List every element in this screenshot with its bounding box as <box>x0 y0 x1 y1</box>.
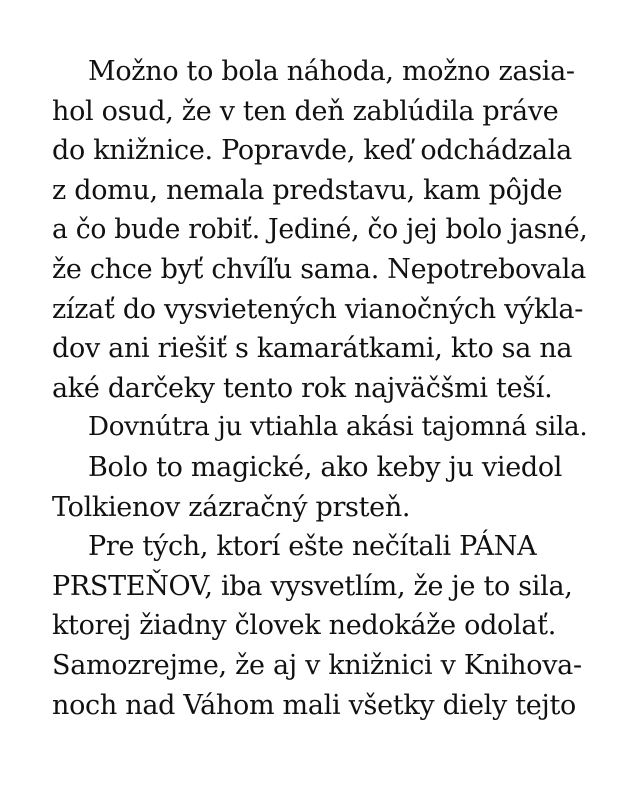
text-line: dov ani riešiť s kamarátkami, kto sa na <box>52 333 573 365</box>
text-line: Dovnútra ju vtiahla akási tajomná sila. <box>88 412 588 443</box>
text-line: PRSTEŇOV, iba vysvetlím, že je to sila, <box>52 570 573 602</box>
text-line: zízať do vysvietených vianočných výkla- <box>52 293 584 325</box>
text-line: Bolo to magické, ako keby ju viedol <box>88 451 563 483</box>
text-line: Tolkienov zázračný prsteň. <box>52 491 411 523</box>
text-line: ktorej žiadny človek nedokáže odolať. <box>52 610 556 642</box>
text-line: noch nad Váhom mali všetky diely tejto <box>52 689 576 721</box>
text-line: a čo bude robiť. Jediné, čo jej bolo jasné, <box>52 214 588 246</box>
text-line: z domu, nemala predstavu, kam pôjde <box>52 174 563 206</box>
body-text <box>52 52 592 725</box>
text-line: Možno to bola náhoda, možno zasia- <box>88 56 575 87</box>
text-line: Samozrejme, že aj v knižnici v Knihova- <box>52 649 582 681</box>
text-line: že chce byť chvíľu sama. Nepotrebovala <box>52 253 586 285</box>
text-line: aké darčeky tento rok najväčšmi teší. <box>52 372 553 404</box>
text-line: hol osud, že v ten deň zablúdila práve <box>52 95 559 127</box>
text-line: Pre tých, ktorí ešte nečítali PÁNA <box>88 531 537 563</box>
text-line: do knižnice. Popravde, keď odchádzala <box>52 135 572 167</box>
